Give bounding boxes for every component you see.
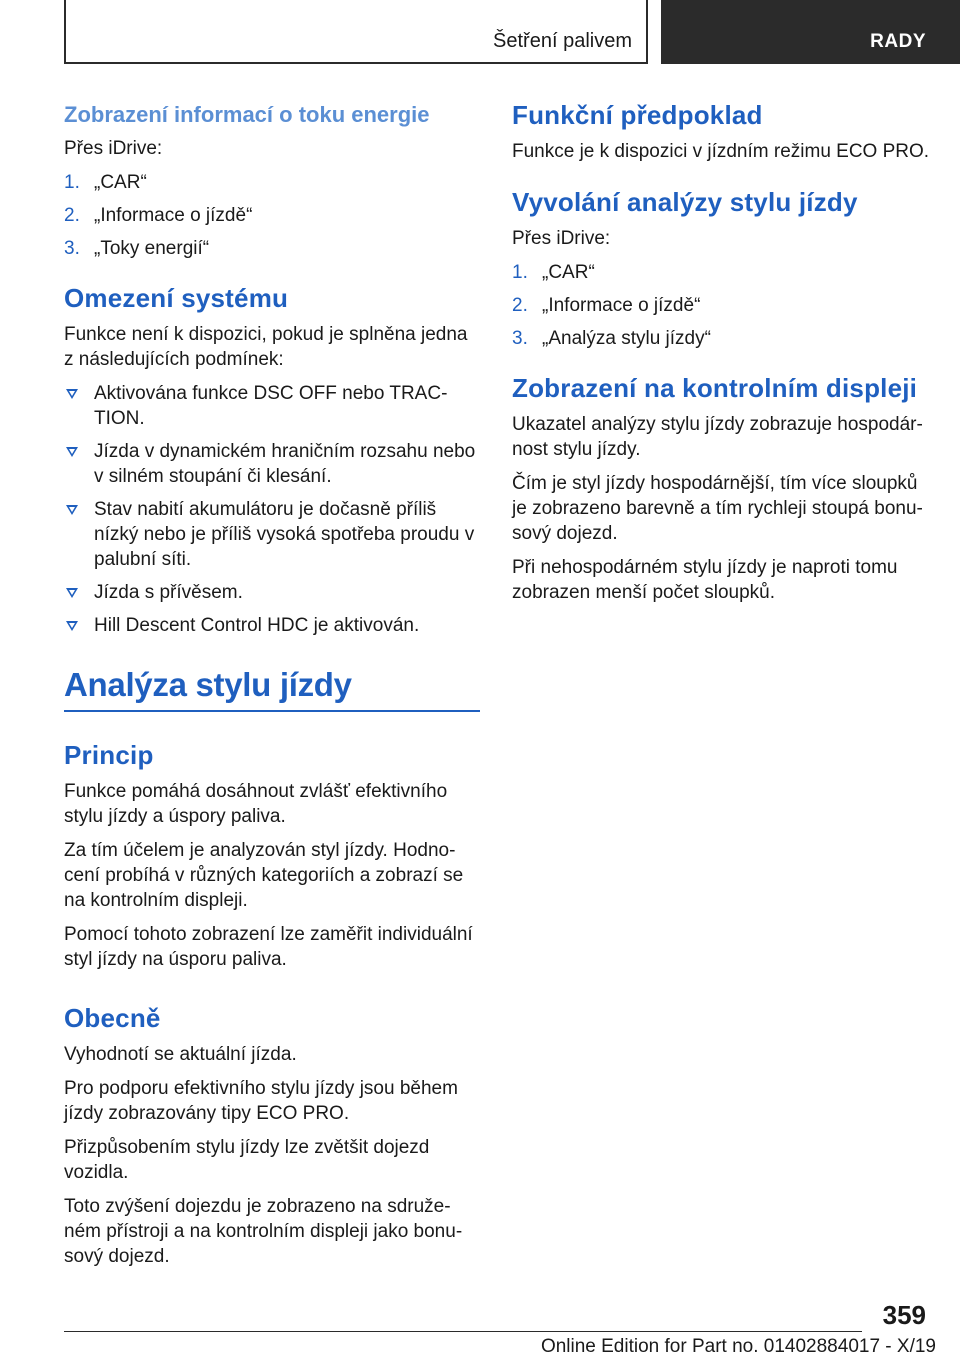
header-frame [64, 0, 648, 64]
step-text: „Toky energií“ [94, 238, 210, 259]
principle-heading: Princip [64, 740, 154, 770]
list-item [512, 293, 932, 318]
list-item-text: Aktivována funkce DSC OFF nebo TRACTION. [94, 383, 448, 429]
triangle-bullet-icon [66, 447, 78, 457]
system-limits-intro: Funkce není k dispozici, pokud je splněna jedna z následujících podmínek: [64, 324, 468, 370]
footer-divider [64, 1331, 862, 1332]
general-paragraph-2: Pro podporu efektivního stylu jízdy jsou během jízdy zobrazovány tipy ECO PRO. [64, 1078, 458, 1124]
general-heading: Obecně [64, 1003, 161, 1033]
step-text: „Informace o jízdě“ [542, 295, 701, 316]
step-text: „Informace o jízdě“ [94, 205, 253, 226]
principle-paragraph-1: Funkce pomáhá dosáhnout zvlášť efektivního stylu jízdy a úspory paliva. [64, 781, 448, 827]
list-item-text: Jízda v dynamickém hraničním rozsahu nebo v silném stoupání či klesání. [94, 441, 476, 487]
step-number: 1. [64, 172, 80, 193]
principle-paragraph-2: Za tím účelem je analyzován styl jízdy. Hodnocení probíhá v různých kategoriích a zobrazí se na kontrolním displeji. [64, 840, 464, 911]
page-number: 359 [882, 1300, 926, 1330]
step-number: 3. [64, 238, 80, 259]
list-item [64, 236, 480, 261]
display-heading: Zobrazení na kontrolním displeji [512, 373, 918, 403]
list-item [64, 613, 480, 638]
step-number: 1. [512, 262, 528, 283]
list-item [64, 439, 480, 489]
footer-edition: Online Edition for Part no. 01402884017 - X/19 [540, 1336, 936, 1357]
right-column [512, 100, 932, 614]
system-limits-heading: Omezení systému [64, 283, 289, 313]
general-paragraph-3: Přizpůsobením stylu jízdy lze zvětšit dojezd vozidla. [64, 1137, 430, 1183]
call-analysis-intro: Přes iDrive: [512, 228, 611, 249]
step-number: 2. [512, 295, 528, 316]
triangle-bullet-icon [66, 505, 78, 515]
energy-flow-steps [64, 170, 480, 261]
list-item [512, 326, 932, 351]
header-tab-label: RADY [870, 31, 926, 52]
triangle-bullet-icon [66, 621, 78, 631]
left-column [64, 100, 480, 1278]
general-paragraph-4: Toto zvýšení dojezdu je zobrazeno na sdruženém přístroji a na kontrolním displeji jako bonusový dojezd. [64, 1196, 463, 1267]
step-text: „CAR“ [94, 172, 147, 193]
display-paragraph-1: Ukazatel analýzy stylu jízdy zobrazuje hospodárnost stylu jízdy. [512, 414, 923, 460]
chapter-title: Analýza stylu jízdy [64, 666, 480, 712]
step-number: 2. [64, 205, 80, 226]
step-text: „CAR“ [542, 262, 595, 283]
list-item-text: Hill Descent Control HDC je aktivován. [94, 615, 420, 636]
list-item [64, 497, 480, 572]
header-tab [661, 0, 960, 64]
list-item [64, 170, 480, 195]
list-item-text: Stav nabití akumulátoru je dočasně příliš nízký nebo je příliš vysoká spotřeba proudu v palubní síti. [94, 499, 475, 570]
requirement-heading: Funkční předpoklad [512, 100, 763, 130]
list-item-text: Jízda s přívěsem. [94, 582, 243, 603]
list-item [64, 203, 480, 228]
display-paragraph-3: Při nehospodárném stylu jízdy je naproti tomu zobrazen menší počet sloupků. [512, 557, 898, 603]
step-text: „Analýza stylu jízdy“ [542, 328, 711, 349]
display-paragraph-2: Čím je styl jízdy hospodárnější, tím více sloupků je zobrazeno barevně a tím rychleji stoupá bonusový dojezd. [512, 473, 923, 544]
list-item [64, 381, 480, 431]
general-paragraph-1: Vyhodnotí se aktuální jízda. [64, 1044, 297, 1065]
triangle-bullet-icon [66, 588, 78, 598]
header-section-title: Šetření palivem [493, 30, 632, 52]
call-analysis-heading: Vyvolání analýzy stylu jízdy [512, 187, 858, 217]
list-item [64, 580, 480, 605]
call-analysis-steps [512, 260, 932, 351]
system-limits-list [64, 381, 480, 638]
principle-paragraph-3: Pomocí tohoto zobrazení lze zaměřit individuální styl jízdy na úsporu paliva. [64, 924, 473, 970]
energy-flow-heading: Zobrazení informací o toku energie [64, 102, 430, 127]
energy-flow-intro: Přes iDrive: [64, 138, 163, 159]
triangle-bullet-icon [66, 389, 78, 399]
step-number: 3. [512, 328, 528, 349]
requirement-text: Funkce je k dispozici v jízdním režimu ECO PRO. [512, 141, 930, 162]
list-item [512, 260, 932, 285]
